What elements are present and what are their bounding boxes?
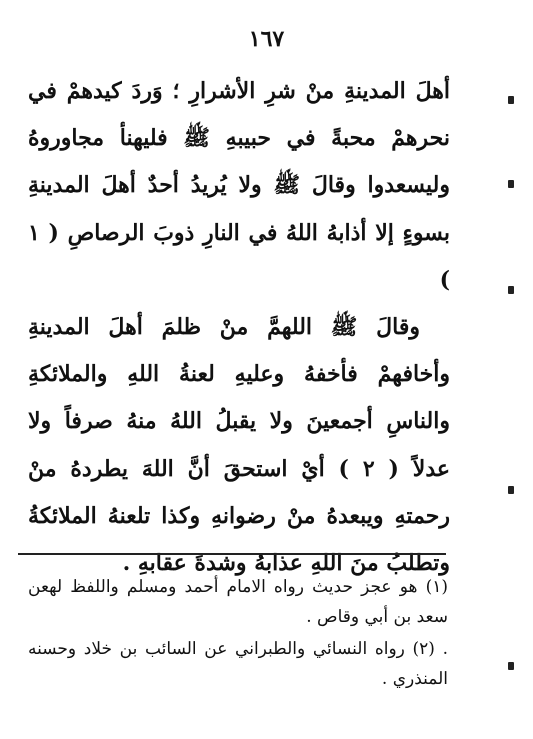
main-text <box>28 68 450 587</box>
margin-mark <box>508 486 514 494</box>
paragraph-2: وقالَ ﷺ اللهمَّ منْ ظلمَ أهلَ المدينةِ وأخافهمْ فأخفهُ وعليهِ لعنةُ اللهِ والملائكةِ والناسِ أجمعينَ ولا يقبلُ اللهُ منهُ صرفاً ولا عدلاً ( ٢ ) أيْ استحقَ أنَّ اللهَ يطردهُ منْ رحمتهِ ويبعدهُ منْ رضوانهِ وكذا تلعنهُ الملائكةُ وتطلبُ منَ اللهِ عذابهُ وشدةَ عقابهِ . <box>28 314 450 577</box>
margin-mark <box>508 180 514 188</box>
margin-mark <box>508 286 514 294</box>
footnote-divider <box>18 553 446 555</box>
footnote-2: . (٢) رواه النسائي والطبراني عن السائب بن خلاد وحسنه المنذري . <box>28 639 448 689</box>
page-number: ١٦٧ <box>248 26 285 52</box>
footnote-1: (١) هو عجز حديث رواه الامام أحمد ومسلم واللفظ لهعن سعد بن أبي وقاص . <box>28 577 448 627</box>
margin-mark <box>508 662 514 670</box>
paragraph-1: أهلَ المدينةِ منْ شرِ الأشرارِ ؛ وَردَ كيدهمْ في نحرهمْ محبةً في حبيبهِ ﷺ فليهنأ مجاوروهُ وليسعدوا وقالَ ﷺ ولا يُريدُ أحدٌ أهلَ المدينةِ بسوءٍ إلا أذابهُ اللهُ في النارِ ذوبَ الرصاصِ ( ١ ) <box>28 78 450 293</box>
margin-mark <box>508 96 514 104</box>
footnotes <box>28 572 448 696</box>
